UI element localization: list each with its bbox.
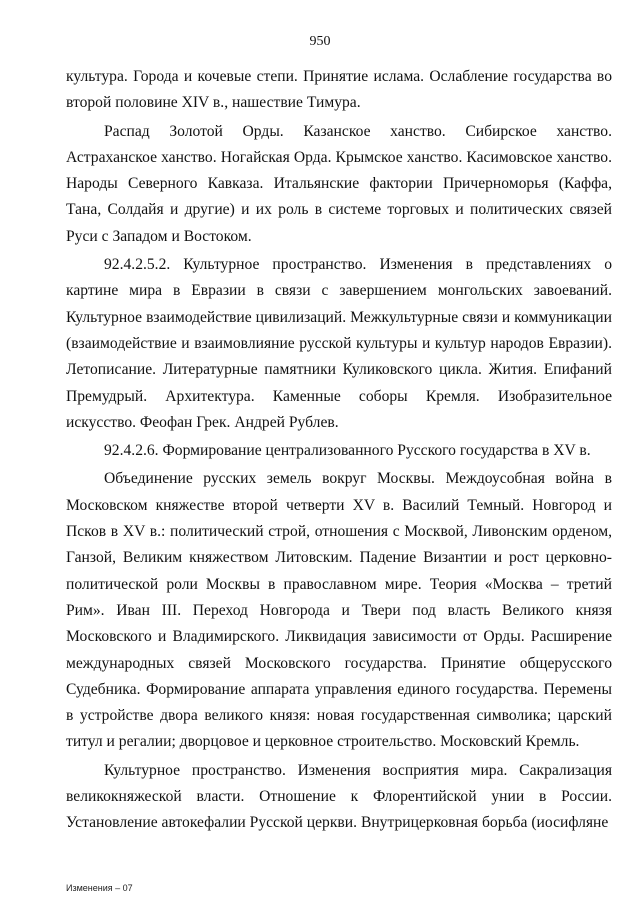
footer-note: Изменения – 07	[66, 883, 133, 893]
paragraph-unification: Объединение русских земель вокруг Москвы. Междоусобная война в Московском княжестве второй четверти XV в. Василий Темный. Новгород и Псков в XV в.: политический строй, отношения с Москвой, Ливонским орденом, Ганзой, Великим княжеством Литовским. Падение Византии и рост церковно-политической роли Москвы в православном мире. Теория «Москва – третий Рим». Иван III. Переход Новгорода и Твери под власть Великого князя Московского и Владимирского. Ликвидация зависимости от Орды. Расширение международных связей Московского государства. Принятие общерусского Судебника. Формирование аппарата управления единого государства. Перемены в устройстве двора великого князя: новая государственная символика; царский титул и регалии; дворцовое и церковное строительство. Московский Кремль.	[66, 470, 612, 751]
page-number: 950	[309, 34, 331, 49]
paragraph-golden-horde: Распад Золотой Орды. Казанское ханство. Сибирское ханство. Астраханское ханство. Ногайская Орда. Крымское ханство. Касимовское ханство. Народы Северного Кавказа. Итальянские фактории Причерноморья (Каффа, Тана, Солдайя и другие) и их роль в системе торговых и политических связей Руси с Западом и Востоком.	[66, 122, 612, 245]
paragraph-culture: Культурное пространство. Изменения восприятия мира. Сакрализация великокняжеской власти. Отношение к Флорентийской унии в России. Установление автокефалии Русской церкви. Внутрицерковная борьба (иосифляне	[66, 761, 612, 832]
document-body	[66, 64, 612, 839]
paragraph-cultural-space: 92.4.2.5.2. Культурное пространство. Изменения в представлениях о картине мира в Евразии в связи с завершением монгольских завоеваний. Культурное взаимодействие цивилизаций. Межкультурные связи и коммуникации (взаимодействие и взаимовлияние русской культуры и культур народов Евразии). Летописание. Литературные памятники Куликовского цикла. Жития. Епифаний Премудрый. Архитектура. Каменные соборы Кремля. Изобразительное искусство. Феофан Грек. Андрей Рублев.	[66, 256, 612, 431]
section-heading: 92.4.2.6. Формирование централизованного Русского государства в XV в.	[104, 442, 591, 460]
paragraph-continuation: культура. Города и кочевые степи. Принятие ислама. Ослабление государства во второй половине XIV в., нашествие Тимура.	[66, 68, 612, 112]
